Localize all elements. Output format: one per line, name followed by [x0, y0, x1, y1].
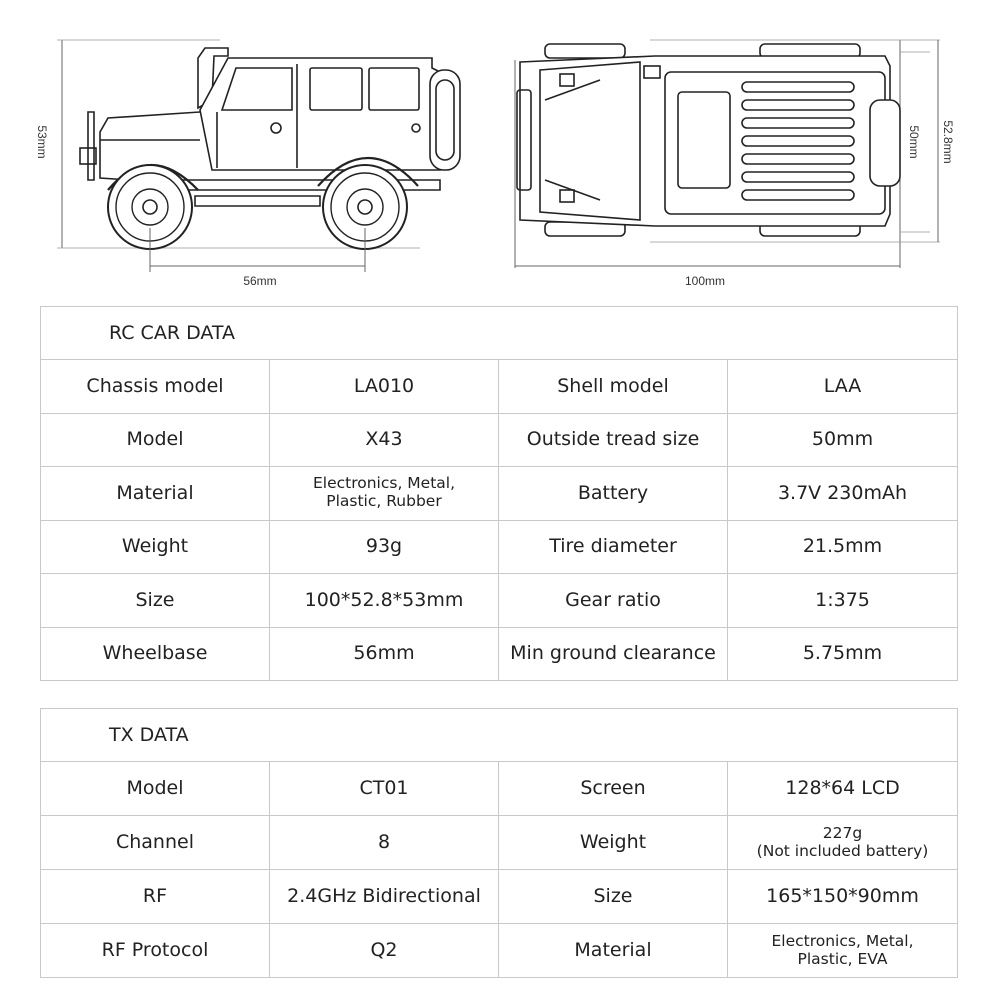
wheelbase-dimension-label: 56mm	[243, 274, 277, 288]
dimension-drawings	[0, 0, 1000, 300]
spec-value: 21.5mm	[728, 520, 958, 574]
spec-value: 93g	[270, 520, 499, 574]
spec-value: 128*64 LCD	[728, 762, 958, 816]
spec-value	[270, 467, 499, 521]
spec-value-text: Electronics, Metal, Plastic, Rubber	[312, 474, 456, 511]
spec-label: Size	[41, 574, 270, 628]
spec-label: Shell model	[499, 360, 728, 414]
spec-value: 100*52.8*53mm	[270, 574, 499, 628]
rc-table-header-row	[41, 307, 958, 360]
table-row	[41, 574, 958, 628]
width-dimension-label: 52.8mm	[941, 120, 955, 164]
spec-value-text: 227g (Not included battery)	[756, 823, 929, 860]
spec-value	[728, 924, 958, 978]
table-row	[41, 816, 958, 870]
spec-value	[728, 816, 958, 870]
spec-label: Material	[499, 924, 728, 978]
spec-label: Tire diameter	[499, 520, 728, 574]
spec-label: RF	[41, 870, 270, 924]
length-dimension-label: 100mm	[684, 274, 726, 288]
top-view-drawing	[515, 40, 940, 268]
spec-label: Weight	[41, 520, 270, 574]
tx-data-table	[40, 708, 958, 978]
spec-value: 5.75mm	[728, 627, 958, 681]
spec-label: Channel	[41, 816, 270, 870]
spec-value-text: Electronics, Metal, Plastic, EVA	[771, 931, 914, 968]
spec-value: 3.7V 230mAh	[728, 467, 958, 521]
spec-value: 165*150*90mm	[728, 870, 958, 924]
spec-label: Model	[41, 762, 270, 816]
spec-label: Model	[41, 413, 270, 467]
table-row	[41, 627, 958, 681]
table-row	[41, 870, 958, 924]
rc-table-title: RC CAR DATA	[41, 307, 958, 360]
spec-value: 56mm	[270, 627, 499, 681]
tx-table-title: TX DATA	[41, 709, 958, 762]
spec-value: 2.4GHz Bidirectional	[270, 870, 499, 924]
spec-value: CT01	[270, 762, 499, 816]
table-row	[41, 467, 958, 521]
spec-label: Chassis model	[41, 360, 270, 414]
side-view-drawing	[57, 40, 460, 272]
table-row	[41, 924, 958, 978]
spec-value: 50mm	[728, 413, 958, 467]
spec-label: Battery	[499, 467, 728, 521]
spec-value: LAA	[728, 360, 958, 414]
spec-label: Screen	[499, 762, 728, 816]
spec-label: RF Protocol	[41, 924, 270, 978]
spec-label: Outside tread size	[499, 413, 728, 467]
spec-value: X43	[270, 413, 499, 467]
spec-value: LA010	[270, 360, 499, 414]
table-row	[41, 520, 958, 574]
spec-label: Size	[499, 870, 728, 924]
table-row	[41, 413, 958, 467]
spec-label: Wheelbase	[41, 627, 270, 681]
rc-car-data-table	[40, 306, 958, 681]
height-dimension-label: 53mm	[35, 125, 49, 159]
tread-dimension-label: 50mm	[907, 125, 921, 159]
tx-table-header-row	[41, 709, 958, 762]
spec-value: 8	[270, 816, 499, 870]
spec-value: Q2	[270, 924, 499, 978]
table-row	[41, 762, 958, 816]
spec-label: Min ground clearance	[499, 627, 728, 681]
spec-value: 1:375	[728, 574, 958, 628]
spec-label: Material	[41, 467, 270, 521]
table-row	[41, 360, 958, 414]
spec-label: Weight	[499, 816, 728, 870]
spec-label: Gear ratio	[499, 574, 728, 628]
